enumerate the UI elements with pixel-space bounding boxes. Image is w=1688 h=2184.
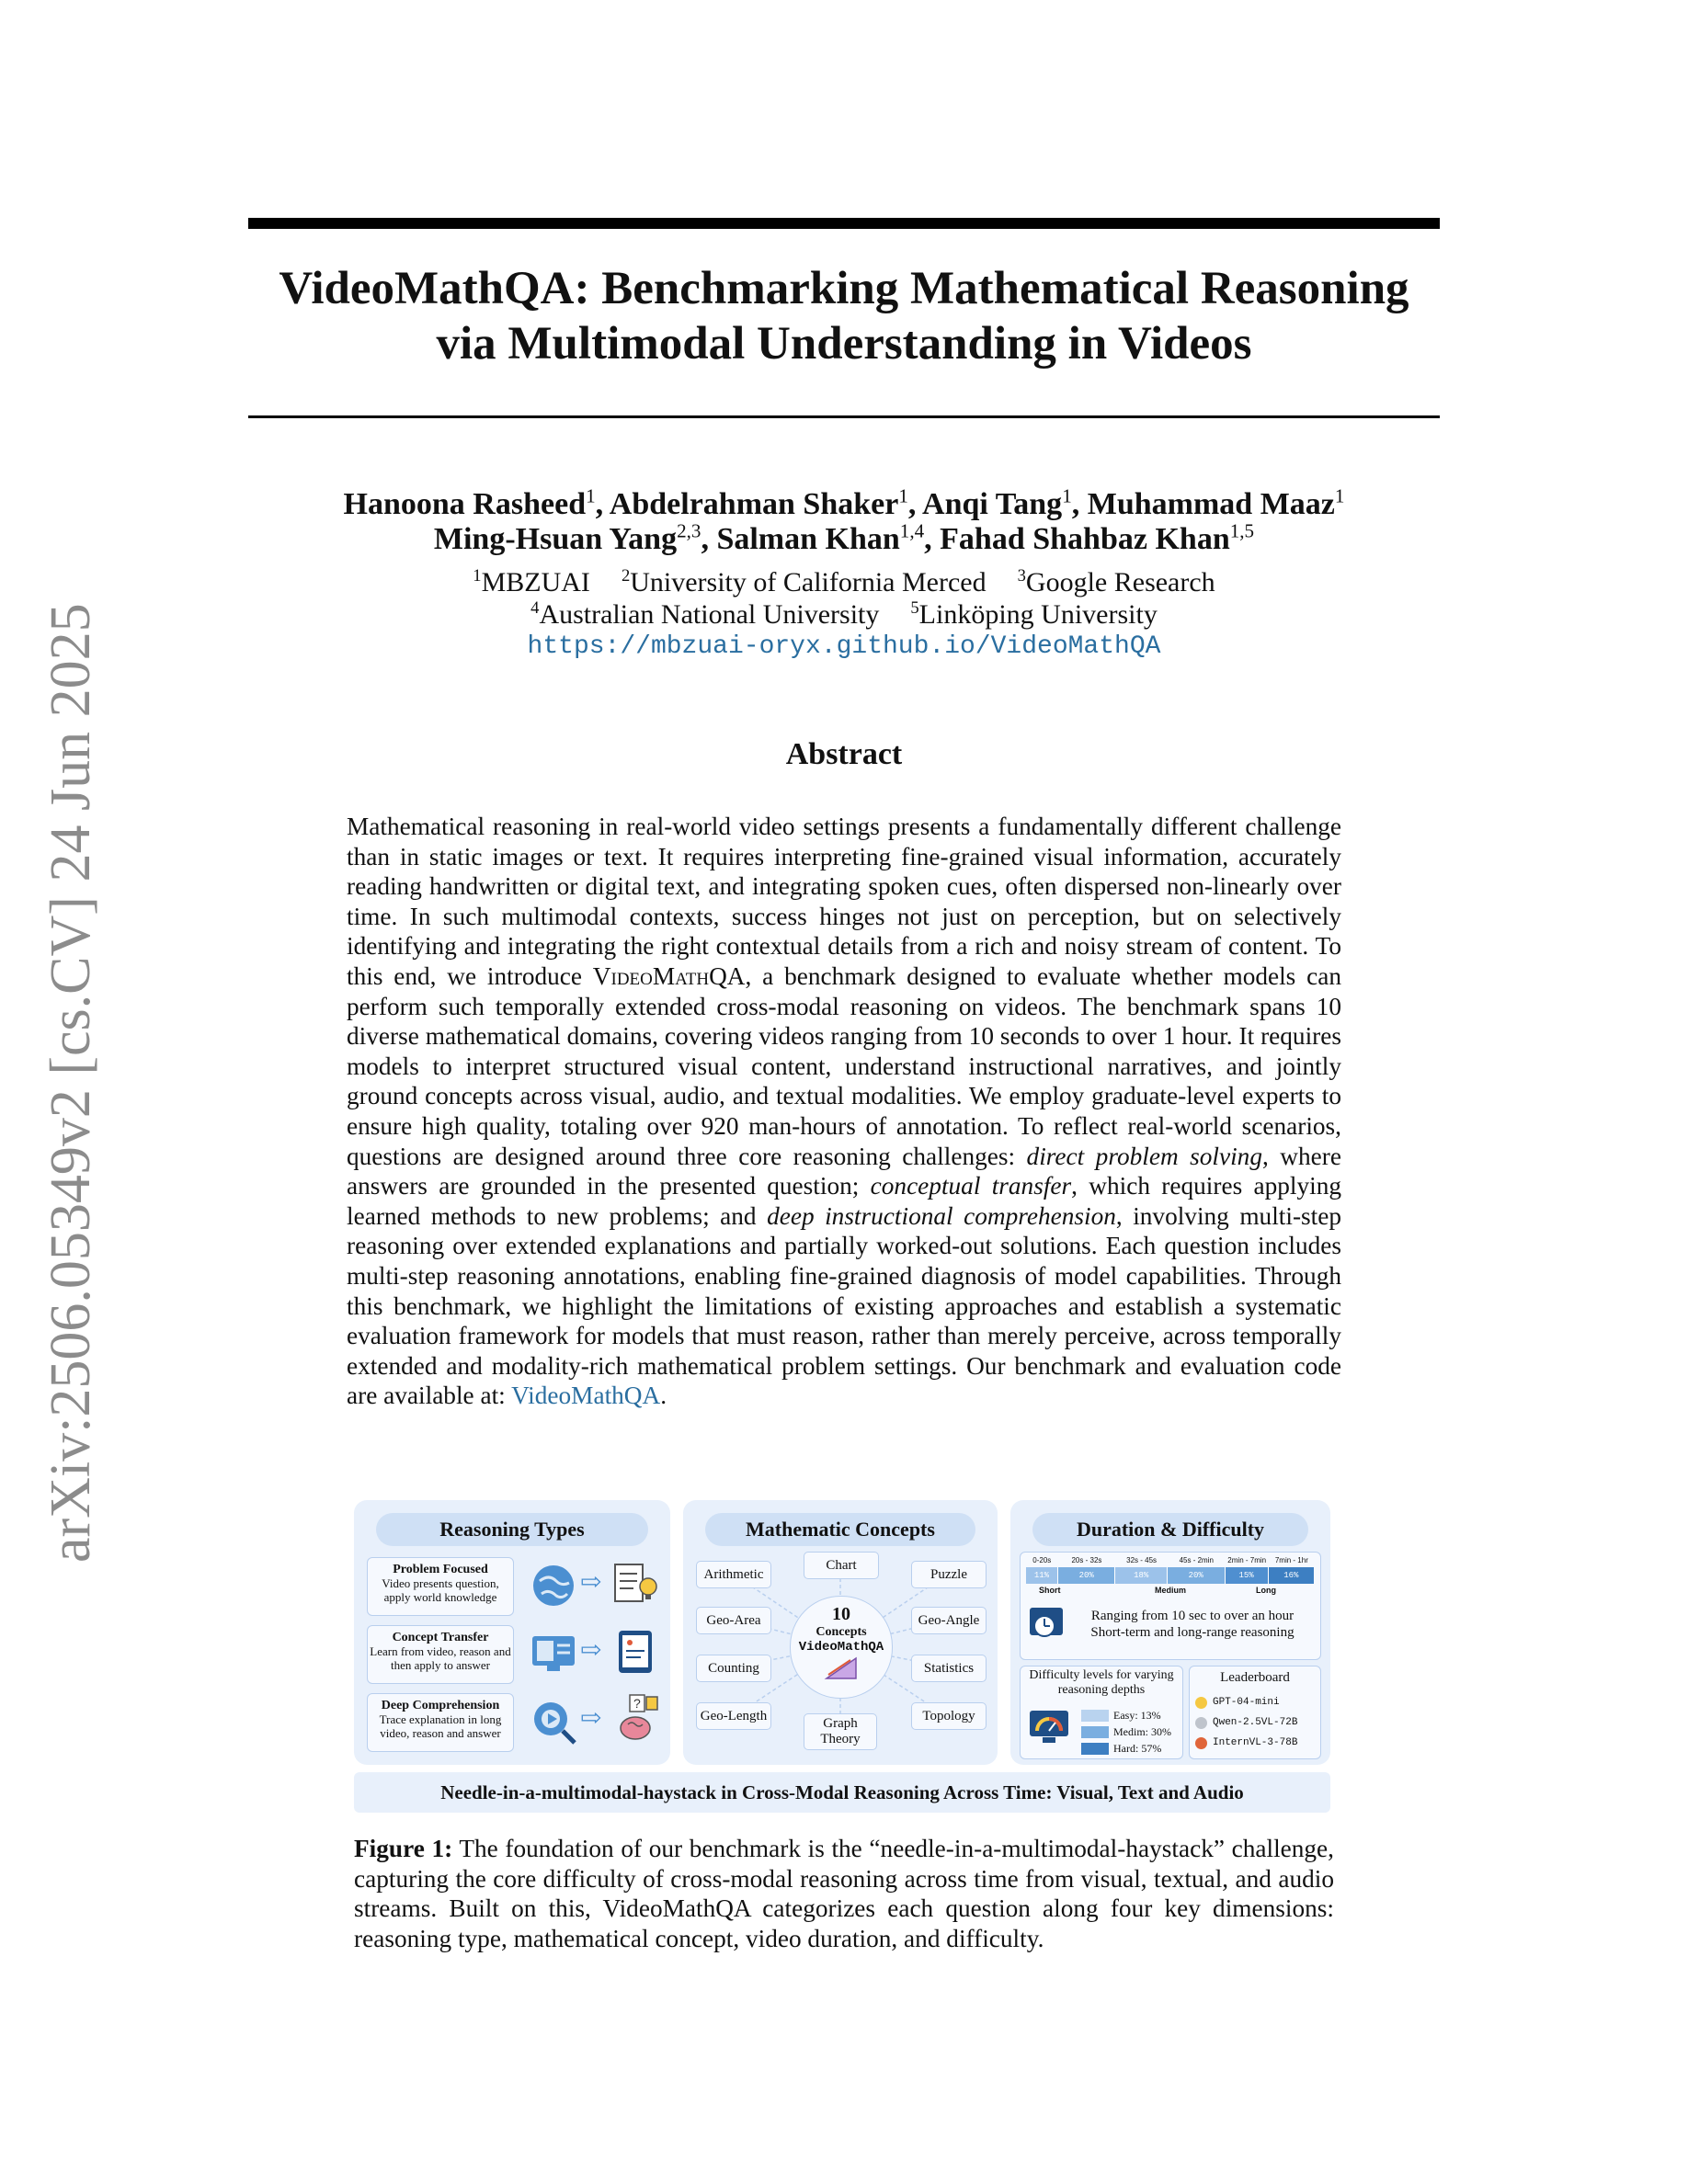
author-affil-mark: 1,5 — [1229, 519, 1255, 542]
figure-1 — [354, 1500, 1330, 1822]
difficulty-item — [1081, 1723, 1171, 1740]
author-name: , Fahad Shahbaz Khan — [924, 522, 1230, 556]
gauge-monitor-icon — [1028, 1707, 1070, 1746]
arrow-right-icon: ⇨ — [580, 1704, 602, 1733]
affiliation: Google Research — [1025, 567, 1215, 597]
tablet-icon — [611, 1627, 659, 1677]
leaderboard-model: Qwen-2.5VL-72B — [1213, 1717, 1298, 1728]
leaderboard-row — [1195, 1733, 1297, 1753]
difficulty-label: Medim: 30% — [1113, 1724, 1171, 1738]
title-bottom-rule — [248, 415, 1440, 418]
affil-mark: 3 — [1017, 566, 1026, 586]
concept-statistics: Statistics — [911, 1655, 987, 1682]
abstract-heading: Abstract — [785, 737, 903, 771]
difficulty-item — [1081, 1707, 1171, 1723]
difficulty-swatch-easy — [1081, 1710, 1109, 1722]
duration-range-label: 0-20s — [1032, 1556, 1052, 1564]
difficulty-swatch-medium — [1081, 1726, 1109, 1738]
leaderboard-list — [1195, 1692, 1297, 1753]
duration-text-1: Ranging from 10 sec to over an hour — [1090, 1609, 1295, 1623]
abstract-text: , where answers are grounded in the presented question; — [347, 1142, 1341, 1200]
math-concepts-panel — [683, 1500, 998, 1765]
difficulty-label: Hard: 57% — [1113, 1741, 1162, 1755]
reasoning-types-panel — [354, 1500, 670, 1765]
duration-segment: 11% — [1026, 1567, 1058, 1584]
difficulty-swatch-hard — [1081, 1743, 1109, 1755]
duration-range-label: 45s - 2min — [1179, 1556, 1214, 1564]
author-name: , Salman Khan — [701, 522, 900, 556]
leaderboard-title: Leaderboard — [1220, 1670, 1290, 1685]
concepts-hub — [790, 1596, 893, 1699]
abstract-text: , which requires applying learned methods to new problems; and — [347, 1172, 1342, 1230]
duration-segment: 20% — [1058, 1567, 1116, 1584]
difficulty-label: Easy: 13% — [1113, 1708, 1161, 1722]
code-link[interactable]: VideoMathQA — [511, 1382, 661, 1410]
math-concepts-title: Mathematic Concepts — [705, 1513, 975, 1546]
concept-chart: Chart — [804, 1552, 879, 1579]
video-lesson-icon — [529, 1629, 578, 1678]
geometry-tools-icon — [823, 1655, 860, 1682]
leaderboard-model: InternVL-3-78B — [1213, 1737, 1298, 1748]
affiliations — [248, 566, 1440, 663]
reasoning-type-desc: Video presents question, apply world knowledge — [382, 1576, 499, 1604]
title-line-2: via Multimodal Understanding in Videos — [436, 318, 1252, 370]
concept-graph-theory: Graph Theory — [804, 1713, 877, 1750]
video-clock-icon — [1028, 1604, 1065, 1641]
duration-difficulty-title: Duration & Difficulty — [1032, 1513, 1308, 1546]
arrow-right-icon: ⇨ — [580, 1636, 602, 1665]
caption-text: The foundation of our benchmark is the “needle-in-a-multimodal-haystack” challenge, capturing the core difficulty of cross-modal reasoning across time from visual, textual, and audio streams. Built on this, VideoMathQA categorizes each question along four key dimensions: reasoning type, mathematical concept, video duration, and difficulty. — [354, 1835, 1335, 1952]
author-line-1 — [248, 484, 1440, 522]
duration-group-short: Short — [1039, 1586, 1061, 1595]
duration-range-label: 32s - 45s — [1126, 1556, 1158, 1564]
duration-group-long: Long — [1256, 1586, 1276, 1595]
affil-mark: 2 — [621, 566, 631, 586]
duration-segment: 16% — [1269, 1567, 1315, 1584]
emphasis: conceptual transfer — [870, 1172, 1072, 1200]
paper-title — [248, 261, 1440, 371]
duration-segment: 20% — [1168, 1567, 1226, 1584]
abstract-text: , a benchmark designed to evaluate whether models can perform such temporally extended cross-modal reasoning on videos. The benchmark spans 10 diverse mathematical domains, covering videos ranging from 10 seconds to over 1 hour. It requires models to interpret structured visual content, understand instructional narratives, and jointly ground concepts across visual, audio, and textual modalities. We employ graduate-level experts to ensure high quality, totaling over 920 man-hours of annotation. To reflect real-world scenarios, questions are designed around three core reasoning challenges: — [347, 961, 1341, 1170]
figure-caption — [354, 1834, 1334, 1953]
author-name: , Muhammad Maaz — [1071, 487, 1335, 521]
duration-difficulty-panel — [1010, 1500, 1330, 1765]
project-url-link[interactable]: https://mbzuai-oryx.github.io/VideoMathQA — [527, 632, 1161, 661]
concept-geo-length: Geo-Length — [696, 1702, 771, 1730]
document-lightbulb-icon — [611, 1559, 659, 1609]
author-line-2 — [248, 519, 1440, 557]
silver-medal-icon — [1195, 1717, 1207, 1729]
gold-medal-icon — [1195, 1697, 1207, 1709]
author-name: , Anqi Tang — [907, 487, 1063, 521]
title-top-rule — [248, 218, 1440, 229]
benchmark-name: VideoMathQA — [592, 961, 746, 990]
author-affil-mark: 2,3 — [677, 519, 701, 542]
bronze-medal-icon — [1195, 1737, 1207, 1749]
reasoning-type-desc: Trace explanation in long video, reason and answer — [379, 1712, 502, 1740]
concept-geo-angle: Geo-Angle — [911, 1607, 987, 1634]
leaderboard-row — [1195, 1692, 1297, 1712]
difficulty-item — [1081, 1740, 1171, 1757]
reasoning-type-card — [367, 1625, 514, 1684]
reasoning-type-desc: Learn from video, reason and then apply to answer — [370, 1644, 511, 1672]
figure-label: Figure 1: — [354, 1835, 453, 1862]
video-search-icon — [529, 1697, 578, 1746]
concept-count: 10 — [832, 1604, 850, 1624]
abstract-body — [347, 812, 1341, 1411]
author-list — [248, 484, 1440, 557]
affiliation-line-1 — [248, 566, 1440, 598]
affiliation: University of California Merced — [630, 567, 987, 597]
difficulty-title: Difficulty levels for varying reasoning depths — [1029, 1668, 1174, 1697]
author-affil-mark: 1 — [1062, 484, 1072, 507]
duration-segment: 15% — [1226, 1567, 1269, 1584]
author-name: , Abdelrahman Shaker — [595, 487, 899, 521]
svg-text:?: ? — [633, 1696, 641, 1711]
reasoning-types-title: Reasoning Types — [376, 1513, 648, 1546]
reasoning-type-card — [367, 1557, 514, 1616]
concept-puzzle: Puzzle — [911, 1561, 987, 1588]
difficulty-legend — [1081, 1707, 1171, 1757]
author-affil-mark: 1,4 — [899, 519, 925, 542]
affiliation: Australian National University — [539, 599, 880, 630]
figure-banner: Needle-in-a-multimodal-haystack in Cross-Modal Reasoning Across Time: Visual, Text and Audio — [354, 1772, 1330, 1813]
benchmark-logo-name: VideoMathQA — [798, 1640, 884, 1655]
reasoning-type-name: Concept Transfer — [392, 1631, 489, 1644]
duration-box — [1020, 1552, 1321, 1660]
concept-geo-area: Geo-Area — [696, 1607, 771, 1634]
abstract-text: , involving multi-step reasoning over extended explanations and partially worked-out solutions. Each question includes multi-step reasoning annotations, enabling fine-grained diagnosis of model capabilities. Through this benchmark, we highlight the limitations of existing approaches and establish a systematic evaluation framework for models that must reason, rather than merely perceive, across temporally extended and modality-rich mathematical problem settings. Our benchmark and evaluation code are available at: — [347, 1201, 1342, 1410]
leaderboard-box — [1189, 1666, 1321, 1759]
author-affil-mark: 1 — [898, 484, 908, 507]
abstract-text: Mathematical reasoning in real-world video settings presents a fundamentally different challenge than in static images or text. It requires interpreting fine-grained visual information, accurately reading handwritten or digital text, and integrating spoken cues, often dispersed non-linearly over time. In such multimodal contexts, success hinges not just on perception, but on selectively identifying and integrating the right contextual details from a rich and noisy stream of content. To this end, we introduce — [347, 813, 1341, 990]
duration-segment: 18% — [1115, 1567, 1167, 1584]
leaderboard-model: GPT-04-mini — [1213, 1697, 1280, 1708]
author-name: Ming-Hsuan Yang — [433, 522, 678, 556]
difficulty-box — [1020, 1666, 1183, 1759]
duration-description — [1070, 1608, 1315, 1641]
affil-mark: 5 — [910, 598, 919, 618]
leaderboard-row — [1195, 1712, 1297, 1733]
author-name: Hanoona Rasheed — [343, 487, 587, 521]
author-affil-mark: 1 — [586, 484, 596, 507]
duration-distribution-bar — [1026, 1567, 1315, 1584]
arrow-right-icon: ⇨ — [580, 1568, 602, 1597]
duration-group-medium: Medium — [1155, 1586, 1187, 1595]
brain-question-icon — [611, 1693, 659, 1743]
globe-icon — [529, 1561, 578, 1610]
reasoning-type-name: Deep Comprehension — [381, 1699, 500, 1712]
duration-text-2: Short-term and long-range reasoning — [1090, 1625, 1295, 1640]
affil-mark: 1 — [473, 566, 482, 586]
affil-mark: 4 — [530, 598, 540, 618]
author-affil-mark: 1 — [1334, 484, 1345, 507]
concept-count-label: Concepts — [815, 1625, 867, 1639]
reasoning-type-name: Problem Focused — [393, 1563, 488, 1576]
emphasis: deep instructional comprehension — [767, 1201, 1116, 1230]
duration-range-label: 2min - 7min — [1227, 1556, 1267, 1564]
duration-range-label: 20s - 32s — [1071, 1556, 1102, 1564]
affiliation-line-2 — [248, 598, 1440, 631]
emphasis: direct problem solving — [1026, 1142, 1262, 1170]
abstract-text: . — [660, 1382, 667, 1410]
duration-range-label: 7min - 1hr — [1274, 1556, 1308, 1564]
affiliation: MBZUAI — [481, 567, 590, 597]
title-line-1: VideoMathQA: Benchmarking Mathematical Reasoning — [279, 263, 1409, 314]
concept-counting: Counting — [696, 1655, 771, 1682]
reasoning-type-card — [367, 1693, 514, 1752]
concept-topology: Topology — [911, 1702, 987, 1730]
concept-arithmetic: Arithmetic — [696, 1561, 771, 1588]
arxiv-side-stamp: arXiv:2506.05349v2 [cs.CV] 24 Jun 2025 — [40, 603, 102, 1563]
duration-range-labels — [1026, 1556, 1315, 1564]
affiliation: Linköping University — [918, 599, 1158, 630]
